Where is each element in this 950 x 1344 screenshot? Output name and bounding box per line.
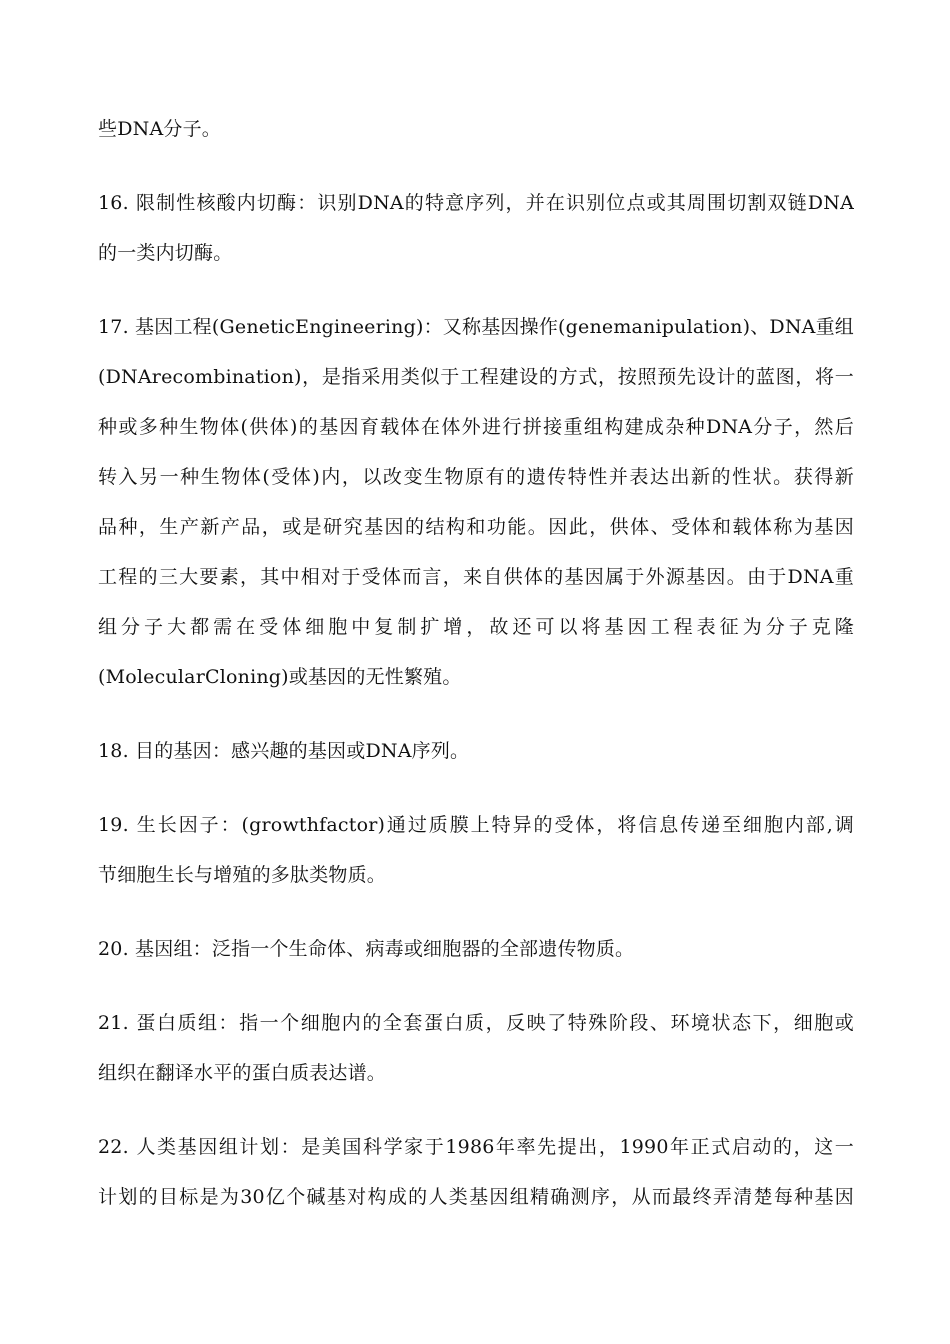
text-line: 的一类内切酶。: [98, 242, 233, 264]
text-line: (DNArecombination)，是指采用类似于工程建设的方式，按照预先设计的蓝图，将一: [98, 366, 854, 388]
text-line: 些DNA分子。: [98, 118, 221, 140]
text-line: 19. 生长因子：(growthfactor)通过质膜上特异的受体，将信息传递至细胞内部,调: [98, 814, 854, 836]
text-line: 16. 限制性核酸内切酶：识别DNA的特意序列，并在识别位点或其周围切割双链DNA: [98, 192, 854, 214]
text-line: 计划的目标是为30亿个碱基对构成的人类基因组精确测序，从而最终弄清楚每种基因: [98, 1186, 854, 1208]
text-line: 转入另一种生物体(受体)内，以改变生物原有的遗传特性并表达出新的性状。获得新: [98, 466, 854, 488]
definition-18: [98, 726, 854, 776]
text-line: 17. 基因工程(GeneticEngineering)：又称基因操作(genemanipulation)、DNA重组: [98, 316, 854, 338]
text-line: 种或多种生物体(供体)的基因育载体在体外进行拼接重组构建成杂种DNA分子，然后: [98, 416, 854, 438]
paragraph-continuation: [98, 104, 854, 154]
text-line: 品种，生产新产品，或是研究基因的结构和功能。因此，供体、受体和载体称为基因: [98, 516, 854, 538]
text-line: 节细胞生长与增殖的多肽类物质。: [98, 864, 387, 886]
definition-20: [98, 924, 854, 974]
text-line: 21. 蛋白质组：指一个细胞内的全套蛋白质，反映了特殊阶段、环境状态下，细胞或: [98, 1012, 854, 1034]
definition-16: [98, 178, 854, 278]
definition-17: [98, 302, 854, 702]
text-line: 组织在翻译水平的蛋白质表达谱。: [98, 1062, 387, 1084]
definition-19: [98, 800, 854, 900]
text-line: 20. 基因组：泛指一个生命体、病毒或细胞器的全部遗传物质。: [98, 938, 635, 960]
text-line: 18. 目的基因：感兴趣的基因或DNA序列。: [98, 740, 470, 762]
text-line: 22. 人类基因组计划：是美国科学家于1986年率先提出，1990年正式启动的，这一: [98, 1136, 854, 1158]
document-page: [98, 104, 854, 1222]
text-line: (MolecularCloning)或基因的无性繁殖。: [98, 666, 462, 688]
text-line: 组分子大都需在受体细胞中复制扩增，故还可以将基因工程表征为分子克隆: [98, 616, 854, 638]
text-line: 工程的三大要素，其中相对于受体而言，来自供体的基因属于外源基因。由于DNA重: [98, 566, 854, 588]
definition-22: [98, 1122, 854, 1222]
definition-21: [98, 998, 854, 1098]
